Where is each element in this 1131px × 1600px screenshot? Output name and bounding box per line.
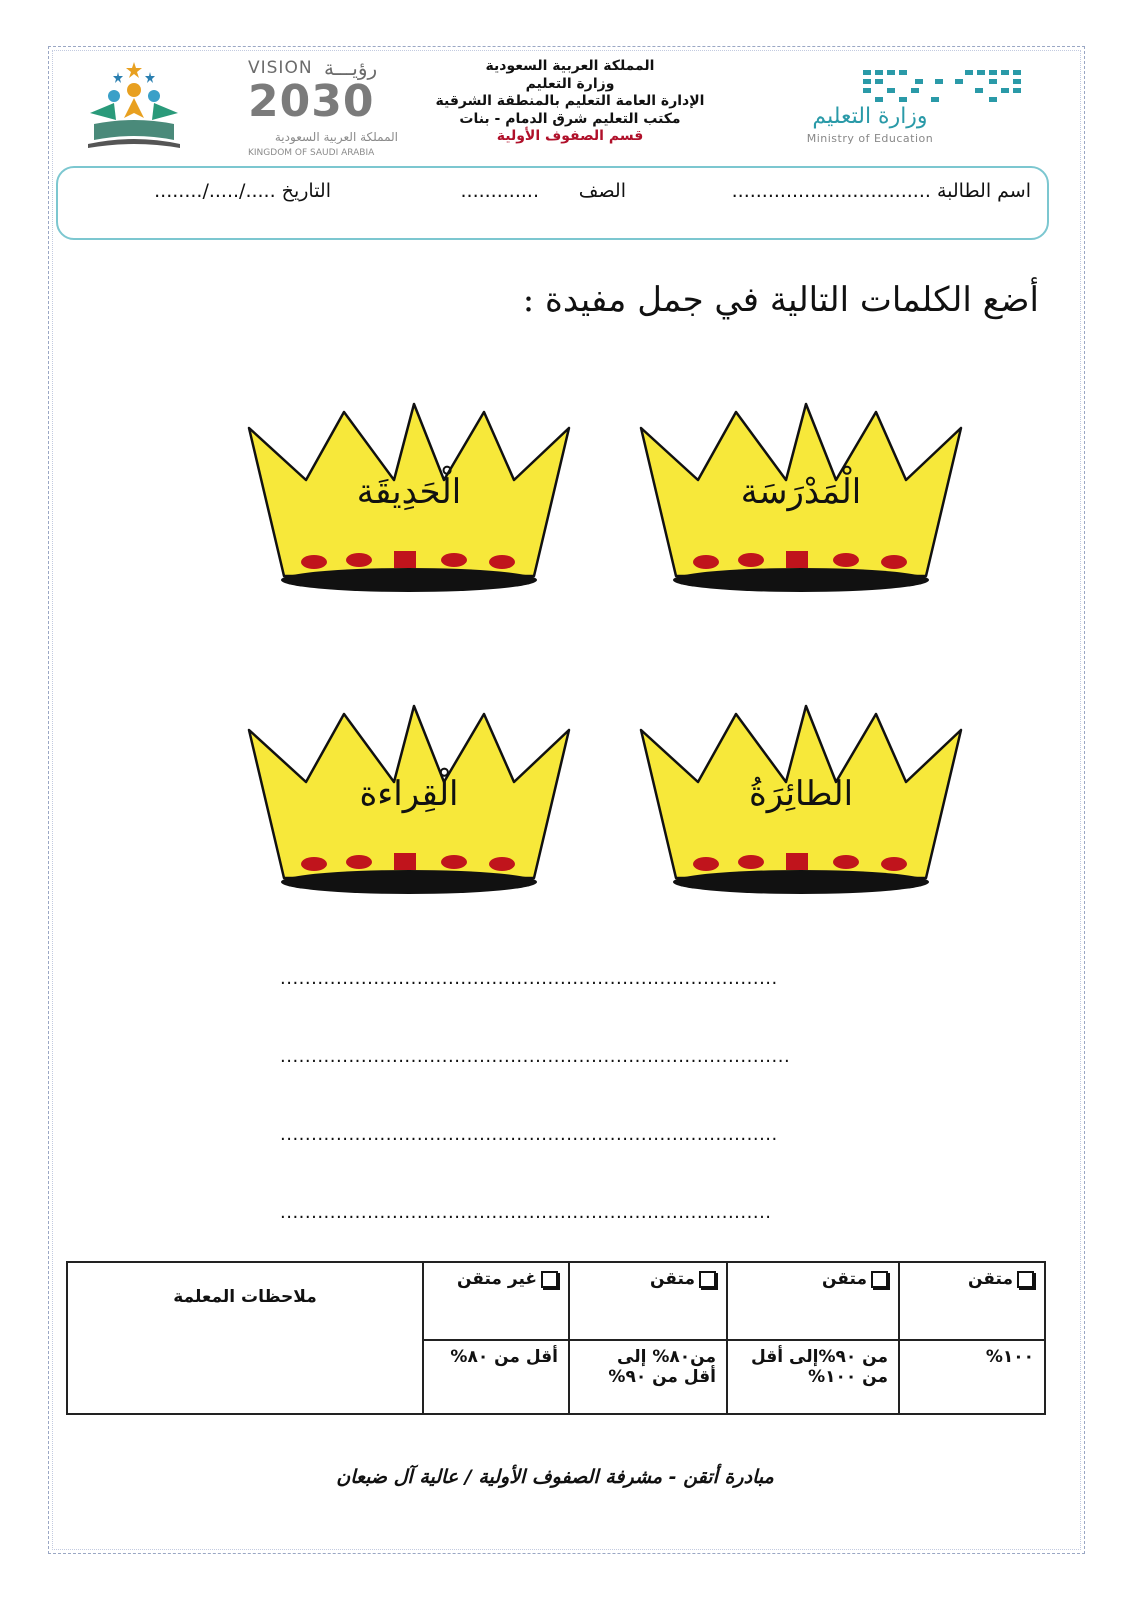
- crown-word: الْمَدْرَسَة: [740, 472, 862, 512]
- crown-card: [636, 702, 966, 902]
- moe-name-ar: وزارة التعليم: [812, 104, 928, 129]
- rubric-range-cell: من٨٠% إلى أقل من ٩٠%: [569, 1340, 727, 1414]
- moe-name-en: Ministry of Education: [806, 132, 934, 145]
- answer-line[interactable]: ................................................................................: [280, 1124, 778, 1145]
- crown-card: [244, 400, 574, 600]
- rubric-level-cell[interactable]: [899, 1262, 1045, 1340]
- rubric-level-cell[interactable]: [569, 1262, 727, 1340]
- teacher-notes-title: ملاحظات المعلمة: [173, 1287, 317, 1307]
- header-line: المملكة العربية السعودية: [485, 58, 655, 74]
- answer-line[interactable]: ................................................................................: [280, 968, 778, 989]
- rubric-level-row: [67, 1262, 1045, 1340]
- rubric-level-label: غير متقن: [456, 1269, 537, 1289]
- checkbox-icon[interactable]: [541, 1271, 558, 1288]
- crown-word: الْحَدِيقَة: [356, 472, 462, 512]
- rubric-table: [66, 1261, 1046, 1415]
- student-info-box: [56, 166, 1049, 240]
- rubric-range-cell: أقل من ٨٠%: [423, 1340, 569, 1414]
- instruction-title: أضع الكلمات التالية في جمل مفيدة :: [522, 280, 1039, 320]
- rubric-level-label: متقن: [822, 1269, 867, 1289]
- crown-card: [244, 702, 574, 902]
- student-name-field[interactable]: اسم الطالبة .................................: [731, 180, 1031, 202]
- rubric-level-label: متقن: [650, 1269, 695, 1289]
- vision-text-ar: رؤيـــة: [324, 56, 378, 80]
- header-line: وزارة التعليم: [525, 75, 615, 92]
- crown-word: الْقِراءة: [359, 774, 459, 814]
- checkbox-icon[interactable]: [871, 1271, 888, 1288]
- vision-year: 2030: [248, 76, 375, 127]
- rubric-level-cell[interactable]: [423, 1262, 569, 1340]
- crown-card: [636, 400, 966, 600]
- header-center: [420, 58, 720, 146]
- teacher-notes-cell[interactable]: [67, 1262, 423, 1414]
- rubric-level-cell[interactable]: [727, 1262, 899, 1340]
- vision-kingdom-ar: المملكة العربية السعودية: [274, 130, 398, 144]
- vision-text: VISION: [248, 58, 313, 78]
- class-field[interactable]: .............: [460, 180, 539, 202]
- footer-credit: مبادرة أتقن - مشرفة الصفوف الأولية / عالية آل ضبعان: [336, 1466, 774, 1488]
- school-logo: [80, 58, 200, 158]
- vision-2030-logo: [248, 58, 408, 164]
- crown-word: الطائِرَةُ: [748, 774, 854, 814]
- rubric-range-cell: ١٠٠%: [899, 1340, 1045, 1414]
- rubric-level-label: متقن: [968, 1269, 1013, 1289]
- rubric-range-cell: من ٩٠%إلى أقل من ١٠٠%: [727, 1340, 899, 1414]
- checkbox-icon[interactable]: [1017, 1271, 1034, 1288]
- answer-line[interactable]: ...............................................................................: [280, 1202, 772, 1223]
- header-line: الإدارة العامة التعليم بالمنطقة الشرقية: [435, 93, 705, 109]
- date-field[interactable]: التاريخ ...../...../........: [154, 180, 331, 202]
- header-department: قسم الصفوف الأولية: [496, 128, 644, 144]
- answer-line[interactable]: ..................................................................................: [280, 1046, 791, 1067]
- vision-kingdom-en: KINGDOM OF SAUDI ARABIA: [248, 148, 375, 158]
- class-label: الصف: [578, 180, 626, 202]
- header-line: مكتب التعليم شرق الدمام - بنات: [459, 110, 681, 127]
- checkbox-icon[interactable]: [699, 1271, 716, 1288]
